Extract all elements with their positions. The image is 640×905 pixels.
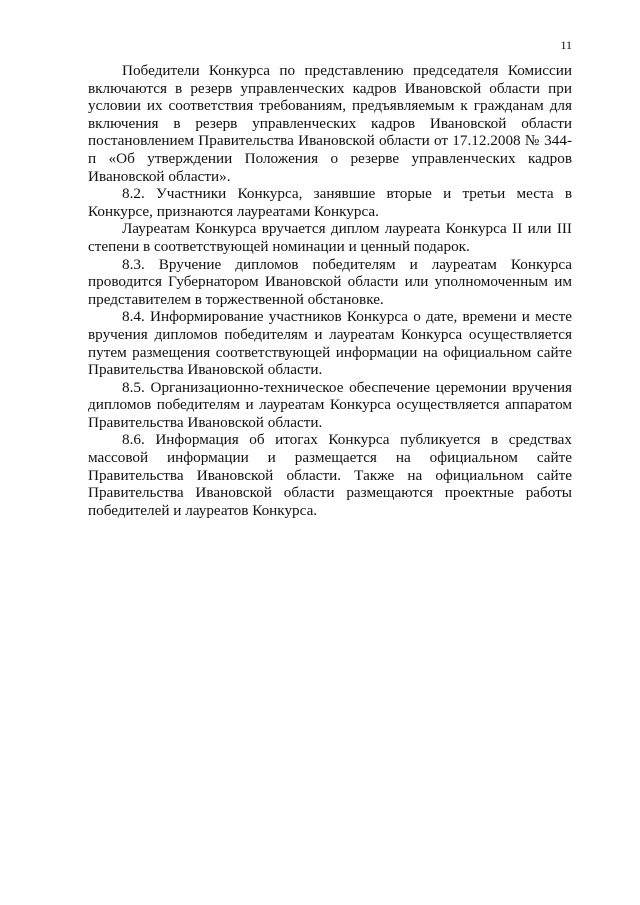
paragraph-8-2: 8.2. Участники Конкурса, занявшие вторые и третьи места в Конкурсе, признаются лауреатами Конкурса.: [88, 185, 572, 220]
page-number: 11: [560, 38, 572, 52]
paragraph-8-4: 8.4. Информирование участников Конкурса о дате, времени и месте вручения дипломов победителям и лауреатам Конкурса осуществляется путем размещения соответствующей информации на официальном сайте Правительства Ивановской области.: [88, 308, 572, 379]
paragraph-8-6: 8.6. Информация об итогах Конкурса публикуется в средствах массовой информации и размещается на официальном сайте Правительства Ивановской области. Также на официальном сайте Правительства Ивановской области размещаются проектные работы победителей и лауреатов Конкурса.: [88, 431, 572, 519]
document-body: [88, 62, 572, 519]
paragraph-8-3: 8.3. Вручение дипломов победителям и лауреатам Конкурса проводится Губернатором Ивановской области или уполномоченным им представителем в торжественной обстановке.: [88, 255, 572, 308]
paragraph-8-5: 8.5. Организационно-техническое обеспечение церемонии вручения дипломов победителям и лауреатам Конкурса осуществляется аппаратом Правительства Ивановской области.: [88, 378, 572, 431]
paragraph-winners-reserve: Победители Конкурса по представлению председателя Комиссии включаются в резерв управленческих кадров Ивановской области при условии их соответствия требованиям, предъявляемым к гражданам для включения в резерв управленческих кадров Ивановской области постановлением Правительства Ивановской области от 17.12.2008 № 344-п «Об утверждении Положения о резерве управленческих кадров Ивановской области».: [88, 62, 572, 185]
paragraph-laureate-diploma: Лауреатам Конкурса вручается диплом лауреата Конкурса II или III степени в соответствующей номинации и ценный подарок.: [88, 220, 572, 255]
